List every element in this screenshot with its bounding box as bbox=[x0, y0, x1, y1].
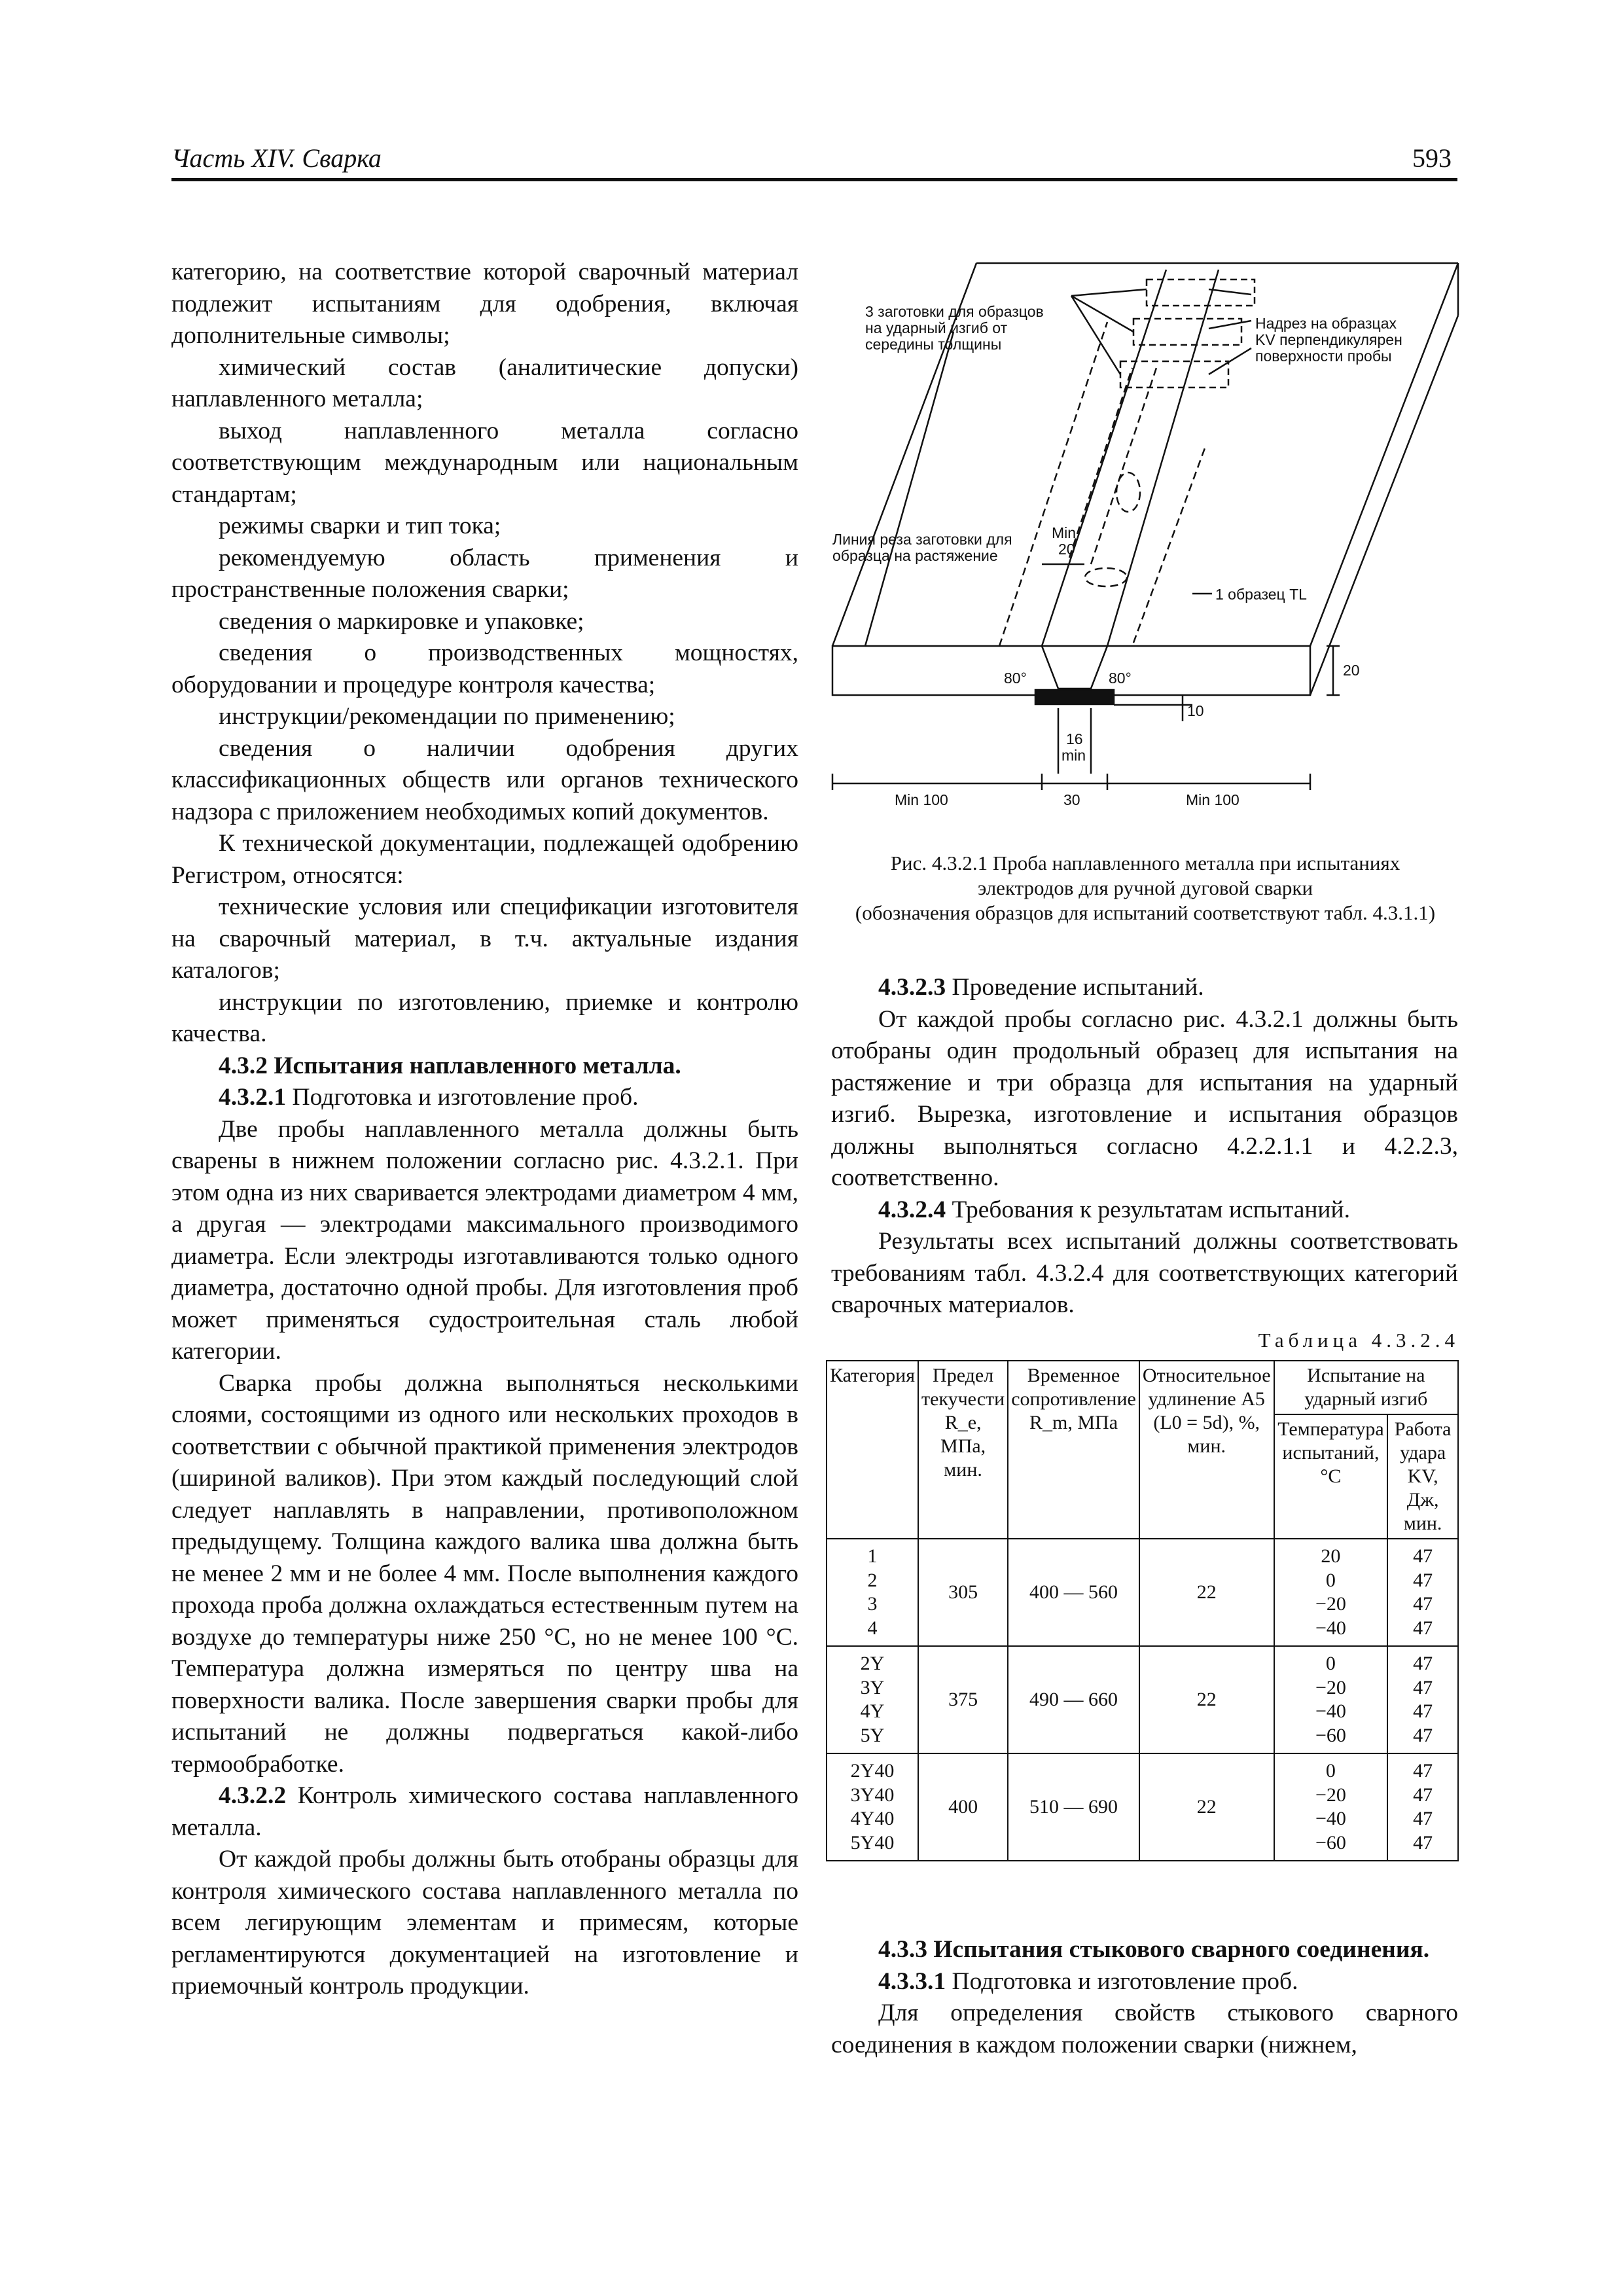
dim-thickness: 20 bbox=[1343, 662, 1360, 679]
subsection-heading: 4.3.2.4 Требования к результатам испытаний. bbox=[878, 1196, 1350, 1223]
running-header-title: Часть XIV. Сварка bbox=[171, 143, 382, 173]
cell-elongation: 22 bbox=[1139, 1753, 1274, 1861]
figure-4-3-2-1 bbox=[826, 257, 1465, 826]
table-row bbox=[827, 1646, 1458, 1753]
label-blanks: середины толщины bbox=[865, 336, 1002, 353]
paragraph: сведения о наличии одобрения других классификационных обществ или органов технического надзора с приложением необходимых копий документов. bbox=[171, 734, 798, 825]
paragraph: химический состав (аналитические допуски) наплавленного металла; bbox=[171, 353, 798, 412]
cell-elongation: 22 bbox=[1139, 1539, 1274, 1646]
angle-right: 80° bbox=[1109, 670, 1132, 687]
label-notch: KV перпендикулярен bbox=[1255, 331, 1402, 348]
paragraph: инструкции/рекомендации по применению; bbox=[219, 703, 675, 730]
header-elongation: Относительное удлинение A5 (L0 = 5d), %, мин. bbox=[1139, 1361, 1274, 1539]
cell-categories: 2Y40 3Y40 4Y40 5Y40 bbox=[827, 1753, 918, 1861]
table-row bbox=[827, 1539, 1458, 1646]
header-rule bbox=[171, 178, 1457, 181]
label-blanks: на ударный изгиб от bbox=[865, 319, 1008, 336]
paragraph: категорию, на соответствие которой сварочный материал подлежит испытаниям для одобрения, включая дополнительные символы; bbox=[171, 259, 798, 349]
cell-yield: 400 bbox=[918, 1753, 1008, 1861]
cell-energy: 47 47 47 47 bbox=[1387, 1646, 1458, 1753]
paragraph: Для определения свойств стыкового сварного соединения в каждом положении сварки (нижнем, bbox=[831, 2000, 1458, 2058]
paragraph: Две пробы наплавленного металла должны быть сварены в нижнем положении согласно рис. 4.3.2.1. При этом одна из них сваривается электродами диаметром 4 мм, а другая — электродами максимального производимого диаметра. Если электроды изготавливаются только одного диаметра, достаточно одной пробы. Для изготовления проб может применяться судостроительная сталь любой категории. bbox=[171, 1115, 798, 1365]
section-heading: 4.3.2 Испытания наплавленного металла. bbox=[219, 1052, 681, 1079]
paragraph: сведения о производственных мощностях, оборудовании и процедуре контроля качества; bbox=[171, 639, 798, 698]
paragraph: рекомендуемую область применения и пространственные положения сварки; bbox=[171, 544, 798, 603]
angle-left: 80° bbox=[1004, 670, 1027, 687]
subsection-heading: 4.3.2.3 Проведение испытаний. bbox=[878, 974, 1204, 1001]
section-heading: 4.3.3 Испытания стыкового сварного соединения. bbox=[878, 1936, 1430, 1963]
paragraph: Результаты всех испытаний должны соответствовать требованиям табл. 4.3.2.4 для соответствующих категорий сварочных материалов. bbox=[831, 1228, 1458, 1318]
header-impact: Испытание на ударный изгиб bbox=[1274, 1361, 1458, 1414]
paragraph: От каждой пробы согласно рис. 4.3.2.1 должны быть отобраны один продольный образец для испытания на растяжение и три образца для испытания на ударный изгиб. Вырезка, изготовление и испытания образцов должны выполняться согласно 4.2.2.1.1 и 4.2.2.3, соответственно. bbox=[831, 1005, 1458, 1191]
table-title: Таблица 4.3.2.4 bbox=[1258, 1329, 1459, 1352]
page-number: 593 bbox=[1412, 143, 1452, 173]
cell-energy: 47 47 47 47 bbox=[1387, 1753, 1458, 1861]
paragraph: режимы сварки и тип тока; bbox=[219, 512, 501, 539]
cell-temperatures: 0 −20 −40 −60 bbox=[1274, 1646, 1388, 1753]
header-yield: Предел текучести R_e, МПа, мин. bbox=[918, 1361, 1008, 1539]
paragraph: инструкции по изготовлению, приемке и контролю качества. bbox=[171, 988, 798, 1047]
weld-test-drawing bbox=[826, 257, 1465, 826]
paragraph: сведения о маркировке и упаковке; bbox=[219, 607, 584, 635]
cell-yield: 305 bbox=[918, 1539, 1008, 1646]
cell-temperatures: 20 0 −20 −40 bbox=[1274, 1539, 1388, 1646]
label-min: Min bbox=[1052, 524, 1077, 541]
dim-left: Min 100 bbox=[895, 791, 948, 808]
label-cut-line: образца на растяжение bbox=[832, 547, 998, 564]
dim-10: 10 bbox=[1187, 702, 1204, 719]
dim-right: Min 100 bbox=[1186, 791, 1240, 808]
dim-min: min bbox=[1061, 747, 1086, 764]
cell-elongation: 22 bbox=[1139, 1646, 1274, 1753]
subsection-heading: 4.3.3.1 Подготовка и изготовление проб. bbox=[878, 1967, 1298, 1995]
cell-tensile: 510 — 690 bbox=[1008, 1753, 1139, 1861]
subsection-heading: 4.3.2.1 Подготовка и изготовление проб. bbox=[219, 1084, 639, 1111]
paragraph: технические условия или спецификации изготовителя на сварочный материал, в т.ч. актуальные издания каталогов; bbox=[171, 893, 798, 984]
subsection-heading: 4.3.2.2 Контроль химического состава наплавленного металла. bbox=[171, 1782, 798, 1841]
dim-16: 16 bbox=[1066, 730, 1083, 747]
cell-tensile: 400 — 560 bbox=[1008, 1539, 1139, 1646]
paragraph: выход наплавленного металла согласно соответствующим международным или национальным стандартам; bbox=[171, 417, 798, 508]
header-category: Категория bbox=[827, 1361, 918, 1539]
label-notch: Надрез на образцах bbox=[1255, 315, 1397, 332]
table-row bbox=[827, 1753, 1458, 1861]
cell-categories: 1 2 3 4 bbox=[827, 1539, 918, 1646]
cell-categories: 2Y 3Y 4Y 5Y bbox=[827, 1646, 918, 1753]
cell-temperatures: 0 −20 −40 −60 bbox=[1274, 1753, 1388, 1861]
label-cut-line: Линия реза заготовки для bbox=[832, 531, 1012, 548]
figure-caption: Рис. 4.3.2.1 Проба наплавленного металла при испытаниях электродов для ручной дуговой сварки (обозначения образцов для испытаний соответствуют табл. 4.3.1.1) bbox=[855, 852, 1436, 924]
dim-center: 30 bbox=[1063, 791, 1080, 808]
left-column bbox=[171, 257, 798, 2003]
header-energy: Работа удара KV, Дж, мин. bbox=[1387, 1414, 1458, 1539]
label-notch: поверхности пробы bbox=[1255, 348, 1392, 365]
right-column-lower bbox=[831, 1934, 1458, 2061]
paragraph: От каждой пробы должны быть отобраны образцы для контроля химического состава наплавленного металла по всем легирующим элементам и примесям, которые регламентируются документацией на изготовление и приемочный контроль продукции. bbox=[171, 1846, 798, 2000]
label-blanks: 3 заготовки для образцов bbox=[865, 303, 1044, 320]
header-tensile: Временное сопротивление R_m, МПа bbox=[1008, 1361, 1139, 1539]
paragraph: К технической документации, подлежащей одобрению Регистром, относятся: bbox=[171, 830, 798, 889]
cell-tensile: 490 — 660 bbox=[1008, 1646, 1139, 1753]
header-temperature: Температура испытаний, °С bbox=[1274, 1414, 1388, 1539]
label-tl-specimen: 1 образец TL bbox=[1215, 586, 1307, 603]
requirements-table bbox=[826, 1360, 1459, 1861]
paragraph: Сварка пробы должна выполняться несколькими слоями, состоящими из одного или нескольких проходов в соответствии с обычной практикой применения электродов (шириной валиков). При этом каждый последующий слой следует наплавлять в направлении, противоположном предыдущему. Толщина каждого валика шва должна быть не менее 2 мм и не более 4 мм. После выполнения каждого прохода проба должна охлаждаться естественным путем на воздухе до температуры ниже 250 °С, но не менее 100 °С. Температура должна измеряться по центру шва на поверхности валика. После завершения сварки пробы для испытаний не должны подвергаться какой-либо термообработке. bbox=[171, 1369, 798, 1778]
right-column bbox=[831, 972, 1458, 1321]
cell-energy: 47 47 47 47 bbox=[1387, 1539, 1458, 1646]
cell-yield: 375 bbox=[918, 1646, 1008, 1753]
label-min-value: 20 bbox=[1058, 541, 1075, 558]
